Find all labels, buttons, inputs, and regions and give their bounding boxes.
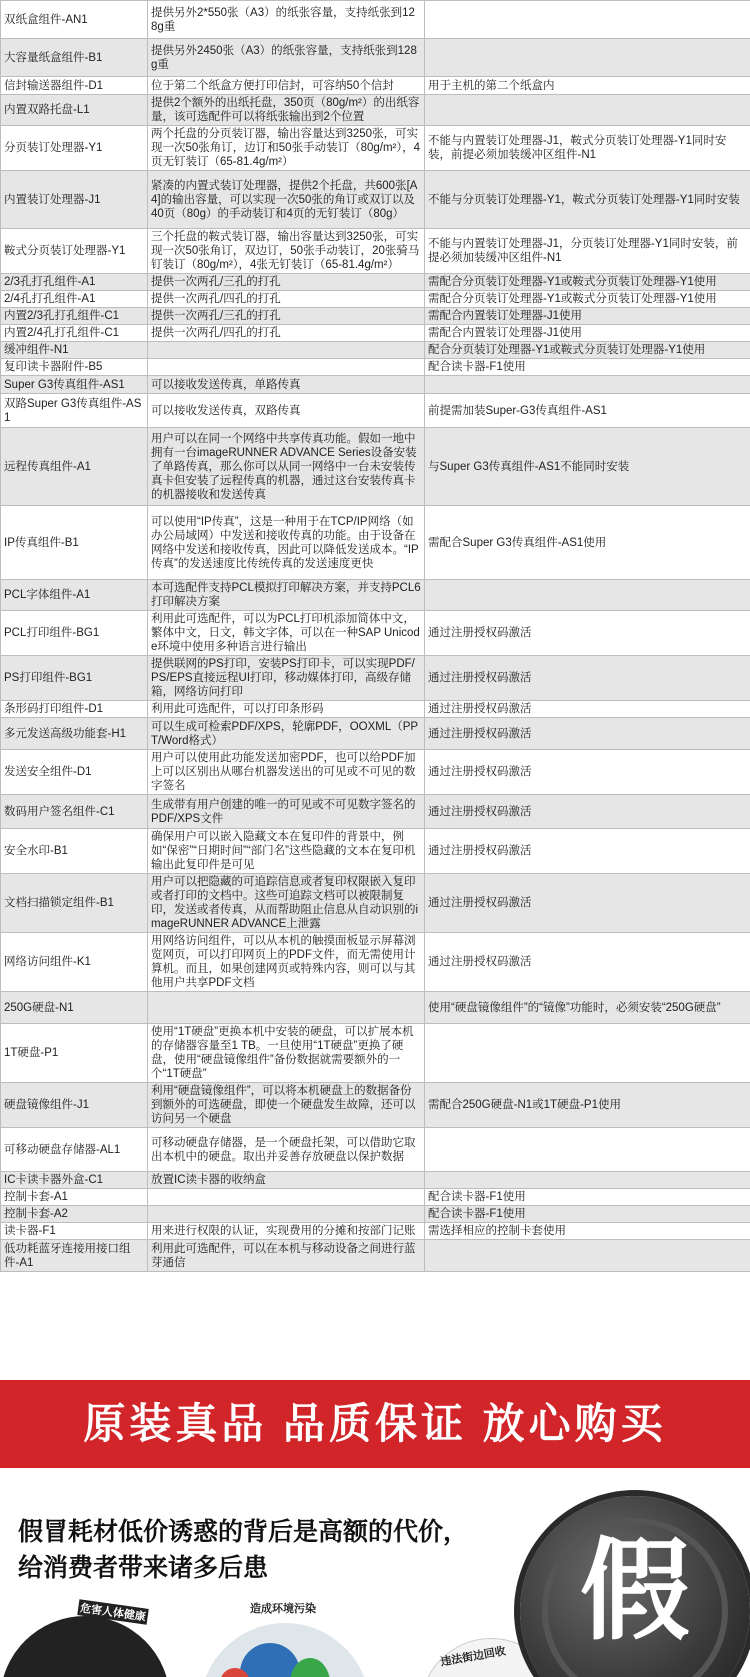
table-row bbox=[1, 656, 750, 701]
option-description-cell: 本可选配件支持PCL模拟打印解决方案，并支持PCL6打印解决方案 bbox=[148, 580, 425, 611]
option-description-cell: 用户可以在同一个网络中共享传真功能。假如一地中拥有一台imageRUNNER ADVANCE Series设备安装了单路传真，那么你可以从同一网络中一台未安装传真卡但安装了远程传真的机器，通过这台安装传真卡的机器接收和发送传真 bbox=[148, 428, 425, 506]
option-note-cell: 使用“硬盘镜像组件”的“镜像”功能时，必须安装“250G硬盘” bbox=[425, 992, 750, 1024]
option-note-cell bbox=[425, 1172, 750, 1189]
table-row bbox=[1, 394, 750, 428]
option-note-cell: 通过注册授权码激活 bbox=[425, 750, 750, 795]
option-name-cell: Super G3传真组件-AS1 bbox=[1, 376, 148, 394]
option-note-cell: 配合读卡器-F1使用 bbox=[425, 1206, 750, 1223]
option-name-cell: PCL打印组件-BG1 bbox=[1, 611, 148, 656]
table-row bbox=[1, 342, 750, 359]
option-name-cell: 网络访问组件-K1 bbox=[1, 933, 148, 992]
option-description-cell bbox=[148, 359, 425, 376]
option-name-cell: 多元发送高级功能套-H1 bbox=[1, 718, 148, 750]
option-name-cell: 2/3孔打孔组件-A1 bbox=[1, 274, 148, 291]
option-note-cell bbox=[425, 39, 750, 77]
pollution-image bbox=[200, 1623, 370, 1677]
table-row bbox=[1, 1189, 750, 1206]
option-description-cell: 提供联网的PS打印，安装PS打印卡，可以实现PDF/PS/EPS直接远程UI打印，移动媒体打印，高级存储箱，网络访问打印 bbox=[148, 656, 425, 701]
option-name-cell: PCL字体组件-A1 bbox=[1, 580, 148, 611]
option-note-cell: 不能与内置装订处理器-J1，分页装订处理器-Y1同时安装，前提必须加装缓冲区组件-N1 bbox=[425, 229, 750, 274]
option-name-cell: 1T硬盘-P1 bbox=[1, 1024, 148, 1083]
option-name-cell: 复印读卡器附件-B5 bbox=[1, 359, 148, 376]
table-row bbox=[1, 95, 750, 126]
option-description-cell: 利用此可选配件，可以在本机与移动设备之间进行蓝芽通信 bbox=[148, 1240, 425, 1272]
table-row bbox=[1, 171, 750, 229]
option-name-cell: 条形码打印组件-D1 bbox=[1, 701, 148, 718]
option-name-cell: 硬盘镜像组件-J1 bbox=[1, 1083, 148, 1128]
option-description-cell bbox=[148, 1189, 425, 1206]
fake-seal-character: 假 bbox=[580, 1526, 690, 1655]
table-row bbox=[1, 1172, 750, 1189]
option-note-cell: 通过注册授权码激活 bbox=[425, 701, 750, 718]
option-note-cell: 通过注册授权码激活 bbox=[425, 933, 750, 992]
table-row bbox=[1, 750, 750, 795]
option-name-cell: 鞍式分页装订处理器-Y1 bbox=[1, 229, 148, 274]
table-row bbox=[1, 308, 750, 325]
option-description-cell: 提供另外2*550张（A3）的纸张容量，支持纸张到128g重 bbox=[148, 1, 425, 39]
option-name-cell: 低功耗蓝牙连接用接口组件-A1 bbox=[1, 1240, 148, 1272]
option-note-cell: 配合读卡器-F1使用 bbox=[425, 1189, 750, 1206]
counterfeit-warning bbox=[0, 1468, 750, 1677]
option-name-cell: 控制卡套-A1 bbox=[1, 1189, 148, 1206]
option-name-cell: 内置装订处理器-J1 bbox=[1, 171, 148, 229]
option-name-cell: 可移动硬盘存储器-AL1 bbox=[1, 1128, 148, 1172]
option-note-cell: 配合分页装订处理器-Y1或鞍式分页装订处理器-Y1使用 bbox=[425, 342, 750, 359]
option-description-cell: 可移动硬盘存储器，是一个硬盘托架，可以借助它取出本机中的硬盘。取出并妥善存放硬盘以保护数据 bbox=[148, 1128, 425, 1172]
option-description-cell: 紧凑的内置式装订处理器，提供2个托盘，共600张[A4]的输出容量，可以实现一次50张的角订或双订以及40页（80g）的手动装订和4页的无钉装订（80g） bbox=[148, 171, 425, 229]
option-note-cell: 与Super G3传真组件-AS1不能同时安装 bbox=[425, 428, 750, 506]
option-description-cell bbox=[148, 992, 425, 1024]
table-row bbox=[1, 291, 750, 308]
option-name-cell: 缓冲组件-N1 bbox=[1, 342, 148, 359]
option-note-cell: 需配合内置装订处理器-J1使用 bbox=[425, 308, 750, 325]
option-description-cell: 利用此可选配件，可以打印条形码 bbox=[148, 701, 425, 718]
option-name-cell: 内置双路托盘-L1 bbox=[1, 95, 148, 126]
option-note-cell: 需配合分页装订处理器-Y1或鞍式分页装订处理器-Y1使用 bbox=[425, 291, 750, 308]
table-row bbox=[1, 829, 750, 874]
warning-heading-line1: 假冒耗材低价诱惑的背后是高额的代价， bbox=[18, 1518, 469, 1546]
option-note-cell: 通过注册授权码激活 bbox=[425, 718, 750, 750]
option-note-cell: 通过注册授权码激活 bbox=[425, 829, 750, 874]
table-row bbox=[1, 1206, 750, 1223]
warning-heading-line2: 给消费者带来诸多后患 bbox=[18, 1554, 269, 1582]
table-row bbox=[1, 1, 750, 39]
table-row bbox=[1, 325, 750, 342]
option-name-cell: 读卡器-F1 bbox=[1, 1223, 148, 1240]
table-row bbox=[1, 39, 750, 77]
option-note-cell: 配合读卡器-F1使用 bbox=[425, 359, 750, 376]
option-description-cell: 可以生成可检索PDF/XPS，轮廓PDF，OOXML（PPT/Word格式） bbox=[148, 718, 425, 750]
option-note-cell: 不能与分页装订处理器-Y1，鞍式分页装订处理器-Y1同时安装 bbox=[425, 171, 750, 229]
table-row bbox=[1, 274, 750, 291]
table-row bbox=[1, 428, 750, 506]
option-note-cell: 不能与内置装订处理器-J1，鞍式分页装订处理器-Y1同时安装，前提必须加装缓冲区组件-N1 bbox=[425, 126, 750, 171]
option-name-cell: PS打印组件-BG1 bbox=[1, 656, 148, 701]
option-note-cell bbox=[425, 1024, 750, 1083]
option-name-cell: 控制卡套-A2 bbox=[1, 1206, 148, 1223]
option-name-cell: 数码用户签名组件-C1 bbox=[1, 795, 148, 829]
option-name-cell: 内置2/4孔打孔组件-C1 bbox=[1, 325, 148, 342]
option-name-cell: IC卡读卡器外盒-C1 bbox=[1, 1172, 148, 1189]
option-description-cell: 用户可以使用此功能发送加密PDF，也可以给PDF加上可以区别出从哪台机器发送出的可见或不可见的数字签名 bbox=[148, 750, 425, 795]
table-row bbox=[1, 229, 750, 274]
option-description-cell: 位于第二个纸盒方便打印信封，可容纳50个信封 bbox=[148, 77, 425, 95]
table-row bbox=[1, 1223, 750, 1240]
option-description-cell: 确保用户可以嵌入隐藏文本在复印件的背景中，例如“保密”“日期时间”“部门名”这些隐藏的文本在复印机输出此复印件是可见 bbox=[148, 829, 425, 874]
option-note-cell: 通过注册授权码激活 bbox=[425, 795, 750, 829]
option-note-cell bbox=[425, 580, 750, 611]
option-note-cell bbox=[425, 1, 750, 39]
health-hazard-label: 危害人体健康 bbox=[77, 1599, 149, 1625]
option-note-cell: 需配合分页装订处理器-Y1或鞍式分页装订处理器-Y1使用 bbox=[425, 274, 750, 291]
option-note-cell: 通过注册授权码激活 bbox=[425, 656, 750, 701]
option-note-cell: 通过注册授权码激活 bbox=[425, 874, 750, 933]
option-description-cell: 可以使用“IP传真”，这是一种用于在TCP/IP网络（如办公局域网）中发送和接收传真的功能。由于设备在网络中发送和接收传真，因此可以降低发送成本。“IP传真”的发送速度比传统传真的发送速度更快 bbox=[148, 506, 425, 580]
fake-seal-icon bbox=[520, 1496, 750, 1677]
table-row bbox=[1, 933, 750, 992]
option-description-cell: 提供另外2450张（A3）的纸张容量，支持纸张到128g重 bbox=[148, 39, 425, 77]
option-description-cell: 放置IC读卡器的收纳盒 bbox=[148, 1172, 425, 1189]
option-description-cell: 用户可以把隐藏的可追踪信息或者复印权限嵌入复印或者打印的文档中。这些可追踪文档可以被限制复印，发送或者传真，从而帮助阻止信息从自动识别的imageRUNNER ADVANCE上泄露 bbox=[148, 874, 425, 933]
table-row bbox=[1, 992, 750, 1024]
option-name-cell: 信封输送器组件-D1 bbox=[1, 77, 148, 95]
table-row bbox=[1, 701, 750, 718]
option-note-cell bbox=[425, 1240, 750, 1272]
option-description-cell: 利用此可选配件，可以为PCL打印机添加简体中文，繁体中文，日文，韩文字体，可以在一种SAP Unicode环境中使用多种语言进行输出 bbox=[148, 611, 425, 656]
option-name-cell: 文档扫描锁定组件-B1 bbox=[1, 874, 148, 933]
option-name-cell: 双纸盒组件-AN1 bbox=[1, 1, 148, 39]
option-description-cell: 提供一次两孔/三孔的打孔 bbox=[148, 308, 425, 325]
option-note-cell: 通过注册授权码激活 bbox=[425, 611, 750, 656]
table-row bbox=[1, 376, 750, 394]
table-row bbox=[1, 1128, 750, 1172]
table-row bbox=[1, 77, 750, 95]
table-row bbox=[1, 795, 750, 829]
option-name-cell: IP传真组件-B1 bbox=[1, 506, 148, 580]
option-description-cell: 利用“硬盘镜像组件”，可以将本机硬盘上的数据备份到额外的可选硬盘，即使一个硬盘发生故障，还可以访问另一个硬盘 bbox=[148, 1083, 425, 1128]
option-name-cell: 内置2/3孔打孔组件-C1 bbox=[1, 308, 148, 325]
option-description-cell: 提供一次两孔/三孔的打孔 bbox=[148, 274, 425, 291]
table-row bbox=[1, 611, 750, 656]
banner-slogan: 原装真品 品质保证 放心购买 bbox=[83, 1400, 667, 1447]
option-description-cell bbox=[148, 1206, 425, 1223]
option-description-cell: 三个托盘的鞍式装订器，输出容量达到3250张，可实现一次50张角订，双边订，50张手动装订，20张骑马钉装订（80g/m²），4张无钉装订（65-81.4g/m²） bbox=[148, 229, 425, 274]
option-note-cell: 需配合250G硬盘-N1或1T硬盘-P1使用 bbox=[425, 1083, 750, 1128]
promo-banner bbox=[0, 1380, 750, 1468]
table-row bbox=[1, 580, 750, 611]
table-row bbox=[1, 506, 750, 580]
option-name-cell: 2/4孔打孔组件-A1 bbox=[1, 291, 148, 308]
option-description-cell: 生成带有用户创建的唯一的可见或不可见数字签名的PDF/XPS文件 bbox=[148, 795, 425, 829]
table-row bbox=[1, 1240, 750, 1272]
option-description-cell: 使用“1T硬盘”更换本机中安装的硬盘，可以扩展本机的存储器容量至1 TB。一旦使用“1T硬盘”更换了硬盘，使用“硬盘镜像组件”备份数据就需要额外的一个“1T硬盘” bbox=[148, 1024, 425, 1083]
option-description-cell: 可以接收发送传真，单路传真 bbox=[148, 376, 425, 394]
option-description-cell: 提供一次两孔/四孔的打孔 bbox=[148, 325, 425, 342]
option-description-cell: 提供2个额外的出纸托盘，350页（80g/m²）的出纸容量，该可选配件可以将纸张输出到2个位置 bbox=[148, 95, 425, 126]
option-description-cell: 两个托盘的分页装订器，输出容量达到3250张，可实现一次50张角订，边订和50张手动装订（80g/m²），4页无钉装订（65-81.4g/m²） bbox=[148, 126, 425, 171]
option-name-cell: 双路Super G3传真组件-AS1 bbox=[1, 394, 148, 428]
table-row bbox=[1, 1024, 750, 1083]
health-hazard-image bbox=[0, 1616, 170, 1677]
option-description-cell: 提供一次两孔/四孔的打孔 bbox=[148, 291, 425, 308]
option-name-cell: 发送安全组件-D1 bbox=[1, 750, 148, 795]
table-row bbox=[1, 359, 750, 376]
option-description-cell: 用来进行权限的认证，实现费用的分摊和按部门记账 bbox=[148, 1223, 425, 1240]
table-row bbox=[1, 126, 750, 171]
table-row bbox=[1, 718, 750, 750]
option-name-cell: 分页装订处理器-Y1 bbox=[1, 126, 148, 171]
option-description-cell: 可以接收发送传真，双路传真 bbox=[148, 394, 425, 428]
table-row bbox=[1, 874, 750, 933]
option-name-cell: 安全水印-B1 bbox=[1, 829, 148, 874]
option-description-cell bbox=[148, 342, 425, 359]
option-name-cell: 远程传真组件-A1 bbox=[1, 428, 148, 506]
option-name-cell: 250G硬盘-N1 bbox=[1, 992, 148, 1024]
pollution-label: 造成环境污染 bbox=[250, 1603, 316, 1615]
option-note-cell: 需选择相应的控制卡套使用 bbox=[425, 1223, 750, 1240]
option-note-cell bbox=[425, 95, 750, 126]
table-row bbox=[1, 1083, 750, 1128]
option-description-cell: 用网络访问组件，可以从本机的触摸面板显示屏幕浏览网页，可以打印网页上的PDF文件，而无需使用计算机。而且，如果创建网页或特殊内容，则可以与其他用户共享PDF文档 bbox=[148, 933, 425, 992]
option-note-cell: 前提需加装Super-G3传真组件-AS1 bbox=[425, 394, 750, 428]
option-note-cell bbox=[425, 376, 750, 394]
illegal-trade-label: 违法街边回收 bbox=[439, 1645, 507, 1669]
option-note-cell bbox=[425, 1128, 750, 1172]
option-note-cell: 需配合内置装订处理器-J1使用 bbox=[425, 325, 750, 342]
option-note-cell: 用于主机的第二个纸盒内 bbox=[425, 77, 750, 95]
option-note-cell: 需配合Super G3传真组件-AS1使用 bbox=[425, 506, 750, 580]
option-name-cell: 大容量纸盒组件-B1 bbox=[1, 39, 148, 77]
